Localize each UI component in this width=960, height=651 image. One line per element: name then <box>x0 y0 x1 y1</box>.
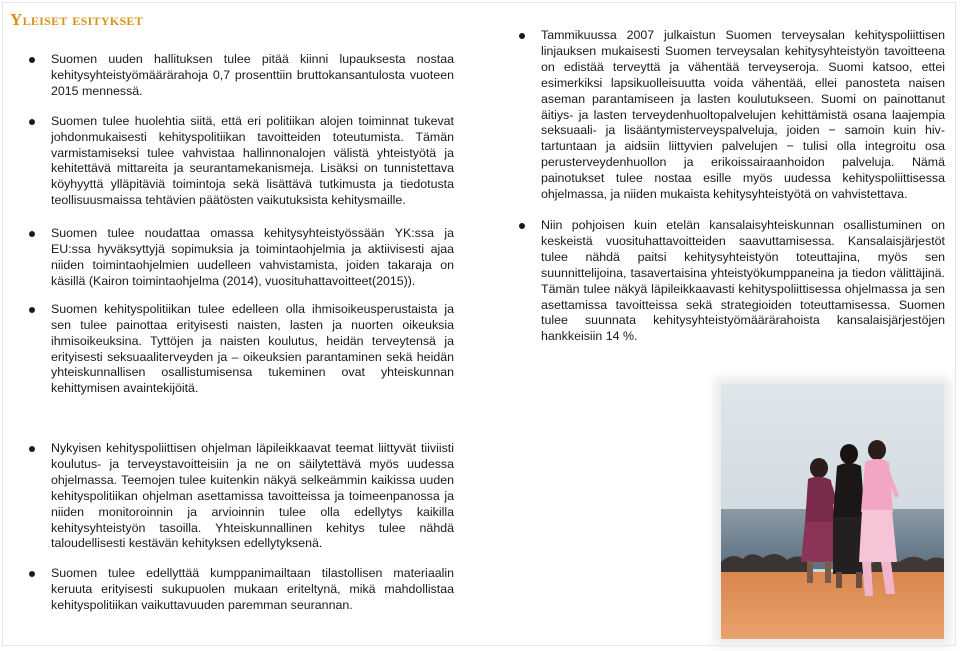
paragraph: Suomen kehityspolitiikan tulee edelleen olla ihmisoikeusperustaista ja sen tulee painottaa erityisesti naisten, lasten ja nuorten oikeuksia ihmisoikeuksina. Tyttöjen ja naisten koulutus, heidän terveytensä ja erityisesti seksuaaliterveyden ja – oikeuksien parantaminen sekä heidän yhteiskunnallisen osallistumisensa tukeminen ovat yhteiskunnan kehittymisen avaintekijöitä. <box>51 301 454 396</box>
paragraph: Tammikuussa 2007 julkaistun Suomen terveysalan kehityspoliittisen linjauksen mukaisesti Suomen terveysalan kehitysyhteistyön tavoitteena on edistää terveyttä ja vähentää terveyseroja. Suomi katsoo, ettei esimerkiksi lapsikuolleisuutta voida vähentää, ellei panosteta naisen aseman parantamiseen ja lasten koulutukseen. Suomi on painottanut äitiys- ja lasten terveydenhuoltopalvelujen kehittämistä osana laajempia seksuaali- ja lisääntymisterveyspalveluja, joiden − samoin kuin hiv-tartuntaan ja aidsiin liittyvien palvelujen − tulisi olla integroitu osa perusterveydenhuollon ja erikoissairaanhoidon palveluja. Nämä painotukset tulee nostaa esille myös uudessa kehityspoliittisessa ohjelmassa, ja niiden mukaista kehitysyhteistyötä on vahvistettava. <box>541 28 945 202</box>
section-heading: Yleiset esitykset <box>10 10 144 29</box>
paragraph: Suomen uuden hallituksen tulee pitää kiinni lupauksesta nostaa kehitysyhteistyömäärärahoja 0,7 prosenttiin bruttokansantulosta vuoteen 2015 mennessä. <box>51 52 454 98</box>
paragraph: Suomen tulee edellyttää kumppanimailtaan tilastollisen materiaalin keruuta erityisesti sukupuolen mukaan eriteltynä, mikä mahdollistaa kehityspolitiikan vaikuttavuuden paremman seurannan. <box>51 566 454 613</box>
bottom-bullet-list <box>51 441 454 614</box>
beach-photo <box>721 384 944 639</box>
list-item <box>51 302 454 397</box>
bullet-icon <box>29 307 35 313</box>
list-item <box>541 28 945 203</box>
list-item <box>51 441 454 552</box>
paragraph: Suomen tulee huolehtia siitä, että eri politiikan alojen toiminnat tukevat johdonmukaisesti kehityspolitiikan tavoitteiden toteutumista. Tämän varmistamiseksi tulee vahvistaa hallinnonalojen välistä yhteistyötä ja kehitettävä mittareita ja seurantamekanismeja. Lisäksi on tunnistettava köyhyyttä ylläpitäviä toimintoja sekä lisättävä tutkimusta ja tiedotusta teollisuusmaissa tehtävien päätösten vaikutuksista kehitysmaille. <box>51 113 454 208</box>
right-bullet-list <box>541 28 945 345</box>
bullet-icon <box>29 446 35 452</box>
bullet-icon <box>519 33 525 39</box>
left-bullet-list <box>51 52 454 397</box>
list-item <box>541 218 945 345</box>
list-item <box>51 114 454 209</box>
paragraph: Nykyisen kehityspoliittisen ohjelman läpileikkaavat teemat liittyvät tiiviisti koulutus- ja terveystavoitteisiin ja ne on säilytettävä myös uudessa ohjelmassa. Teemojen tulee kuitenkin näkyä selkeämmin kaikissa uuden kehityspolitiikan ohjelman asettamissa tavoitteissa ja toimeenpanossa ja niiden monitoroinnin ja arvioinnin tulee olla edellytys kaikilla kehitysyhteistyön tasoilla. Yhteiskunnallinen kehitys tulee nähdä taloudellisesti kestävän kehityksen edellytyksenä. <box>51 441 454 551</box>
bullet-icon <box>29 119 35 125</box>
list-item <box>51 226 454 290</box>
list-item <box>51 566 454 614</box>
paragraph: Niin pohjoisen kuin etelän kansalaisyhteiskunnan osallistuminen on keskeistä vuosituhattavoitteiden saavuttamisessa. Kansalaisjärjestöt tulee nähdä paitsi kehitysyhteistyön toteuttajina, myös sen suunnittelijoina, tasavertaisina yhteistyökumppaneina ja tiedon välittäjinä. Tämän tulee näkyä läpileikkaavasti kehityspoliittisessa ohjelmassa ja sen asettamissa tavoitteissa sekä strategioiden toteuttamisessa. Suomen tulee suunnata kehitysyhteistyömäärärahoista kansalaisjärjestöjen hankkeisiin 14 %. <box>541 217 945 344</box>
women-walking-on-beach-image <box>721 384 944 639</box>
paragraph: Suomen tulee noudattaa omassa kehitysyhteistyössään YK:ssa ja EU:ssa hyväksyttyjä sopimuksia ja toimintaohjelmia ja aktiivisesti ajaa niiden toimintaohjelmien uudelleen vahvistamista, joiden takaraja on käsillä (Kairon toimintaohjelma (2014), vuosituhattavoitteet(2015)). <box>51 226 454 288</box>
bullet-icon <box>29 57 35 63</box>
list-item <box>51 52 454 100</box>
bullet-icon <box>519 223 525 229</box>
